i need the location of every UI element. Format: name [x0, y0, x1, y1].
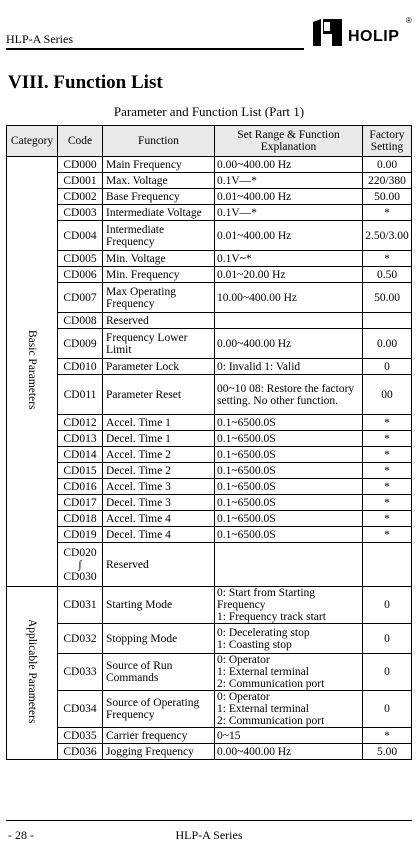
range-cell: 0.00~400.00 Hz [215, 329, 363, 359]
table-row [7, 375, 412, 415]
range-cell [215, 587, 363, 624]
setting-cell [363, 313, 412, 329]
col-header-range: Set Range & Function Explanation [215, 126, 363, 157]
function-list-table [6, 125, 412, 760]
table-row [7, 728, 412, 744]
function-cell: Accel. Time 1 [103, 415, 215, 431]
header-rule [6, 48, 304, 50]
table-row [7, 313, 412, 329]
range-line: 1: Coasting stop [217, 638, 292, 651]
setting-cell: * [363, 205, 412, 221]
range-line: 1: Frequency track start [217, 611, 326, 623]
holip-logo [310, 16, 414, 50]
range-cell: 00~10 08: Restore the factory setting. No other function. [215, 375, 363, 415]
code-cell: CD003 [58, 205, 103, 221]
setting-cell: 0.00 [363, 157, 412, 173]
range-cell: 0~15 [215, 728, 363, 744]
function-cell: Max Operating Frequency [103, 283, 215, 313]
code-line: CD030 [63, 570, 97, 583]
registered-mark: ® [406, 16, 412, 25]
range-cell [215, 543, 363, 587]
table-row [7, 173, 412, 189]
setting-cell: * [363, 527, 412, 543]
function-cell: Accel. Time 4 [103, 511, 215, 527]
setting-cell [363, 543, 412, 587]
function-cell: Base Frequency [103, 189, 215, 205]
range-cell: 0.1~6500.0S [215, 495, 363, 511]
range-line: 2: Communication port [217, 715, 325, 727]
table-row [7, 543, 412, 587]
code-line: CD020 [63, 546, 97, 559]
table-row [7, 479, 412, 495]
function-cell: Stopping Mode [103, 624, 215, 654]
setting-cell: 0 [363, 359, 412, 375]
range-cell: 0.1~6500.0S [215, 431, 363, 447]
table-row [7, 157, 412, 173]
function-cell: Min. Voltage [103, 251, 215, 267]
function-cell: Decel. Time 4 [103, 527, 215, 543]
code-cell: CD008 [58, 313, 103, 329]
range-line: 0: Decelerating stop [217, 626, 310, 639]
table-row [7, 527, 412, 543]
table-row [7, 431, 412, 447]
range-cell: 0.1~6500.0S [215, 447, 363, 463]
category-label: Applicable Parameters [26, 619, 38, 724]
function-cell: Decel. Time 2 [103, 463, 215, 479]
range-cell: 0.01~20.00 Hz [215, 267, 363, 283]
code-cell: CD005 [58, 251, 103, 267]
table-row [7, 624, 412, 654]
setting-cell: * [363, 479, 412, 495]
code-cell: CD017 [58, 495, 103, 511]
setting-cell: * [363, 728, 412, 744]
setting-cell: * [363, 511, 412, 527]
table-row [7, 654, 412, 691]
category-cell [7, 157, 58, 587]
setting-cell: 0 [363, 691, 412, 728]
table-row [7, 744, 412, 760]
function-cell: Decel. Time 3 [103, 495, 215, 511]
setting-cell: 50.00 [363, 283, 412, 313]
setting-cell: 0 [363, 624, 412, 654]
function-cell: Intermediate Frequency [103, 221, 215, 251]
code-cell: CD000 [58, 157, 103, 173]
code-cell: CD032 [58, 624, 103, 654]
function-cell: Starting Mode [103, 587, 215, 624]
col-header-code: Code [58, 126, 103, 157]
code-cell: CD011 [58, 375, 103, 415]
table-row [7, 251, 412, 267]
setting-cell: 0.00 [363, 329, 412, 359]
range-cell: 0.1V~* [215, 251, 363, 267]
logo-text: HOLIP [348, 28, 400, 45]
function-cell: Jogging Frequency [103, 744, 215, 760]
code-line: ∫ [78, 558, 82, 571]
setting-cell: 220/380 [363, 173, 412, 189]
table-body [7, 157, 412, 760]
range-line: 1: External terminal [217, 666, 309, 678]
code-cell: CD006 [58, 267, 103, 283]
function-cell: Intermediate Voltage [103, 205, 215, 221]
code-cell: CD018 [58, 511, 103, 527]
setting-cell: 0 [363, 654, 412, 691]
setting-cell: * [363, 251, 412, 267]
function-cell: Carrier frequency [103, 728, 215, 744]
setting-cell: 0.50 [363, 267, 412, 283]
header-series: HLP-A Series [6, 32, 73, 46]
range-cell: 0.1~6500.0S [215, 479, 363, 495]
code-cell: CD001 [58, 173, 103, 189]
code-cell: CD002 [58, 189, 103, 205]
code-cell: CD010 [58, 359, 103, 375]
function-cell: Max. Voltage [103, 173, 215, 189]
setting-cell: 50.00 [363, 189, 412, 205]
table-row [7, 691, 412, 728]
setting-cell: 2.50/3.00 [363, 221, 412, 251]
range-line: 1: External terminal [217, 703, 309, 715]
code-cell: CD012 [58, 415, 103, 431]
setting-cell: 5.00 [363, 744, 412, 760]
category-label: Basic Parameters [26, 330, 38, 410]
code-cell: CD009 [58, 329, 103, 359]
range-line: 0: Operator [217, 691, 270, 703]
table-row [7, 267, 412, 283]
table-row [7, 205, 412, 221]
col-header-function: Function [103, 126, 215, 157]
function-cell: Parameter Lock [103, 359, 215, 375]
function-cell: Accel. Time 3 [103, 479, 215, 495]
col-header-setting: Factory Setting [363, 126, 412, 157]
table-row [7, 463, 412, 479]
setting-cell: 0 [363, 587, 412, 624]
range-cell: 0.1V—* [215, 205, 363, 221]
range-cell: 0.1V—* [215, 173, 363, 189]
function-cell: Reserved [103, 313, 215, 329]
range-cell: 0.1~6500.0S [215, 527, 363, 543]
footer-series: HLP-A Series [175, 828, 243, 842]
code-cell: CD004 [58, 221, 103, 251]
table-row [7, 359, 412, 375]
code-cell: CD033 [58, 654, 103, 691]
range-cell: 0.1~6500.0S [215, 415, 363, 431]
setting-cell: * [363, 447, 412, 463]
setting-cell: * [363, 415, 412, 431]
table-row [7, 587, 412, 624]
function-cell: Main Frequency [103, 157, 215, 173]
table-header-row [7, 126, 412, 157]
code-cell: CD013 [58, 431, 103, 447]
range-cell: 0.01~400.00 Hz [215, 189, 363, 205]
function-cell: Frequency Lower Limit [103, 329, 215, 359]
range-cell [215, 691, 363, 728]
range-line: 0: Start from Starting Frequency [217, 587, 316, 611]
section-title: VIII. Function List [8, 72, 163, 93]
page-header [6, 0, 412, 54]
table-row [7, 329, 412, 359]
table-row [7, 283, 412, 313]
col-header-category: Category [7, 126, 58, 157]
code-cell: CD034 [58, 691, 103, 728]
table-row [7, 221, 412, 251]
function-cell: Decel. Time 1 [103, 431, 215, 447]
function-cell: Reserved [103, 543, 215, 587]
range-cell [215, 624, 363, 654]
range-cell: 0: Invalid 1: Valid [215, 359, 363, 375]
range-cell: 10.00~400.00 Hz [215, 283, 363, 313]
code-cell: CD036 [58, 744, 103, 760]
range-cell: 0.00~400.00 Hz [215, 157, 363, 173]
holip-logo-icon [310, 16, 344, 50]
table-row [7, 415, 412, 431]
footer-rule [6, 820, 412, 821]
table-caption: Parameter and Function List (Part 1) [113, 104, 305, 119]
setting-cell: * [363, 431, 412, 447]
function-cell: Source of Operating Frequency [103, 691, 215, 728]
range-line: 2: Communication port [217, 678, 325, 690]
table-row [7, 189, 412, 205]
table-row [7, 495, 412, 511]
range-cell [215, 313, 363, 329]
setting-cell: * [363, 495, 412, 511]
range-cell: 0.1~6500.0S [215, 511, 363, 527]
range-line: 0: Operator [217, 654, 270, 666]
code-cell: CD007 [58, 283, 103, 313]
code-cell: CD019 [58, 527, 103, 543]
category-cell [7, 587, 58, 760]
code-cell: CD015 [58, 463, 103, 479]
code-cell: CD016 [58, 479, 103, 495]
page-number: - 28 - [8, 828, 34, 842]
table-row [7, 511, 412, 527]
range-cell [215, 654, 363, 691]
function-cell: Source of Run Commands [103, 654, 215, 691]
function-cell: Parameter Reset [103, 375, 215, 415]
range-cell: 0.00~400.00 Hz [215, 744, 363, 760]
table-row [7, 447, 412, 463]
range-cell: 0.01~400.00 Hz [215, 221, 363, 251]
code-cell [58, 543, 103, 587]
function-cell: Min. Frequency [103, 267, 215, 283]
setting-cell: 00 [363, 375, 412, 415]
code-cell: CD014 [58, 447, 103, 463]
range-cell: 0.1~6500.0S [215, 463, 363, 479]
code-cell: CD035 [58, 728, 103, 744]
function-cell: Accel. Time 2 [103, 447, 215, 463]
setting-cell: * [363, 463, 412, 479]
code-cell: CD031 [58, 587, 103, 624]
